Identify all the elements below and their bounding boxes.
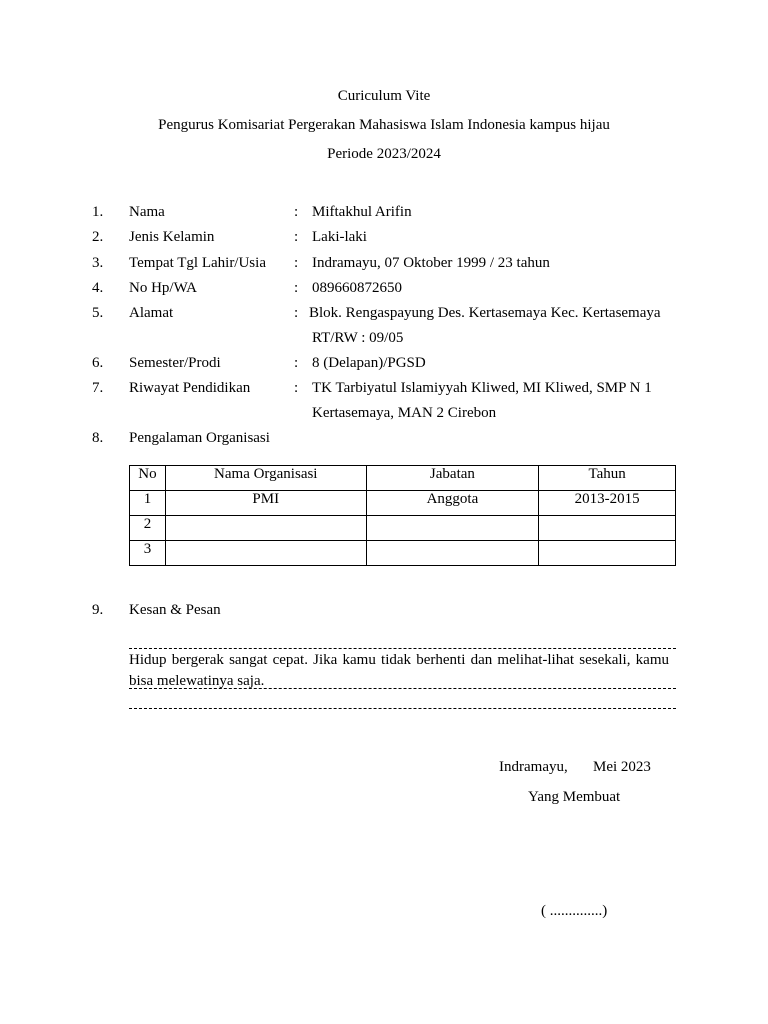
table-cell bbox=[366, 516, 539, 541]
signature-role: Yang Membuat bbox=[528, 789, 621, 805]
field-number: 2. bbox=[92, 229, 104, 245]
field-label-ttl: Tempat Tgl Lahir/Usia bbox=[129, 255, 266, 271]
signature-name: ( ..............) bbox=[541, 903, 608, 919]
table-row bbox=[130, 541, 676, 566]
dashed-line bbox=[129, 648, 676, 649]
table-cell: 1 bbox=[130, 491, 166, 516]
organization-table bbox=[129, 465, 676, 566]
field-colon: : bbox=[294, 280, 299, 296]
kesan-pesan-label: Kesan & Pesan bbox=[129, 602, 221, 618]
table-cell: 3 bbox=[130, 541, 166, 566]
field-value-nama: Miftakhul Arifin bbox=[312, 204, 412, 220]
field-label-pengalaman-organisasi: Pengalaman Organisasi bbox=[129, 430, 270, 446]
field-number: 8. bbox=[92, 430, 104, 446]
column-header-nama-organisasi: Nama Organisasi bbox=[165, 466, 366, 491]
field-value-riwayat-pendidikan: TK Tarbiyatul Islamiyyah Kliwed, MI Kliwed, SMP N 1 bbox=[312, 380, 652, 396]
field-number: 3. bbox=[92, 255, 104, 271]
table-cell: 2013-2015 bbox=[539, 491, 676, 516]
table-cell: PMI bbox=[165, 491, 366, 516]
field-value-semester-prodi: 8 (Delapan)/PGSD bbox=[312, 355, 426, 371]
table-cell bbox=[539, 541, 676, 566]
field-value-alamat-rt-rw: RT/RW : 09/05 bbox=[312, 330, 404, 346]
field-label-riwayat-pendidikan: Riwayat Pendidikan bbox=[129, 380, 251, 396]
table-header-row bbox=[130, 466, 676, 491]
field-number: 1. bbox=[92, 204, 104, 220]
table-row bbox=[130, 516, 676, 541]
dashed-line bbox=[129, 708, 676, 709]
dashed-line bbox=[129, 688, 676, 689]
field-colon: : bbox=[294, 380, 299, 396]
field-value-no-hp: 089660872650 bbox=[312, 280, 402, 296]
field-label-semester-prodi: Semester/Prodi bbox=[129, 355, 221, 371]
field-colon: : bbox=[294, 355, 299, 371]
field-colon: : bbox=[294, 255, 299, 271]
table-cell bbox=[539, 516, 676, 541]
field-value-ttl: Indramayu, 07 Oktober 1999 / 23 tahun bbox=[312, 255, 550, 271]
signature-date: Mei 2023 bbox=[593, 759, 651, 775]
document-subtitle: Pengurus Komisariat Pergerakan Mahasiswa Islam Indonesia kampus hijau bbox=[158, 117, 610, 133]
table-cell: 2 bbox=[130, 516, 166, 541]
signature-place: Indramayu, bbox=[499, 759, 568, 775]
field-number: 5. bbox=[92, 305, 104, 321]
field-number: 4. bbox=[92, 280, 104, 296]
table-cell bbox=[165, 541, 366, 566]
column-header-jabatan: Jabatan bbox=[366, 466, 539, 491]
field-label-alamat: Alamat bbox=[129, 305, 174, 321]
field-value-jenis-kelamin: Laki-laki bbox=[312, 229, 367, 245]
table-cell bbox=[165, 516, 366, 541]
field-label-jenis-kelamin: Jenis Kelamin bbox=[129, 229, 215, 245]
table-cell bbox=[366, 541, 539, 566]
field-label-no-hp: No Hp/WA bbox=[129, 280, 197, 296]
table-cell: Anggota bbox=[366, 491, 539, 516]
column-header-no: No bbox=[130, 466, 166, 491]
field-number: 9. bbox=[92, 602, 104, 618]
kesan-pesan-text: Hidup bergerak sangat cepat. Jika kamu tidak berhenti dan melihat-lihat sesekali, kamu bisa melewatinya saja. bbox=[129, 652, 669, 689]
table-row bbox=[130, 491, 676, 516]
document-period: Periode 2023/2024 bbox=[327, 146, 441, 162]
field-value-riwayat-pendidikan-cont: Kertasemaya, MAN 2 Cirebon bbox=[312, 405, 497, 421]
field-label-nama: Nama bbox=[129, 204, 165, 220]
document-title: Curiculum Vite bbox=[337, 88, 431, 104]
field-number: 7. bbox=[92, 380, 104, 396]
field-colon: : bbox=[294, 229, 299, 245]
field-value-alamat: Blok. Rengaspayung Des. Kertasemaya Kec. Kertasemaya bbox=[309, 305, 661, 321]
field-number: 6. bbox=[92, 355, 104, 371]
field-colon: : bbox=[294, 204, 299, 220]
field-colon: : bbox=[294, 305, 299, 321]
column-header-tahun: Tahun bbox=[539, 466, 676, 491]
